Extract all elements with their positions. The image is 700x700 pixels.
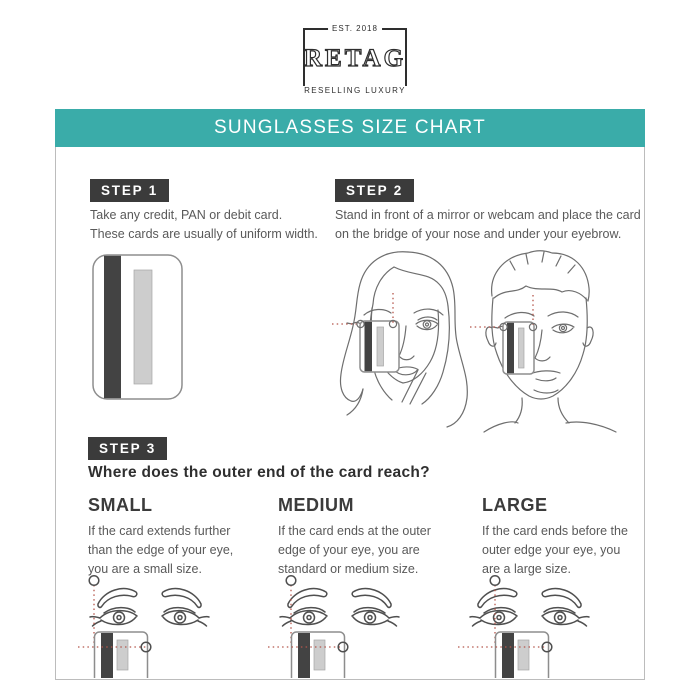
step2-badge: STEP 2 [335,179,414,202]
man-face-illustration [468,246,633,436]
chart-title: SUNGLASSES SIZE CHART [214,117,486,138]
card-magnetic-stripe [104,256,121,398]
size-small-text: If the card extends further than the edge of your eye, you are a small size. [88,524,234,576]
size-medium-illustration [265,572,450,678]
woman-face-illustration [330,246,485,436]
size-small-illustration [75,572,260,678]
logo-established-label: EST. 2018 [328,24,382,33]
logo-brand-name: RETAG [303,44,407,72]
size-medium-text: If the card ends at the outer edge of your eye, you are standard or medium size. [278,524,431,576]
card-signature-stripe [134,270,152,384]
step1-badge: STEP 1 [90,179,169,202]
credit-card-illustration [90,252,185,402]
size-medium-heading: MEDIUM [278,495,354,515]
brand-logo [303,24,407,95]
size-small-column [88,495,233,579]
marker-dot [286,576,296,586]
step2-text: Stand in front of a mirror or webcam and place the card on the bridge of your nose and under your eyebrow. [335,208,641,241]
size-small-heading: SMALL [88,495,153,515]
step3-badge: STEP 3 [88,437,167,460]
size-large-column [482,495,628,579]
size-medium-column [278,495,431,579]
chart-title-banner [55,109,645,147]
step1-text: Take any credit, PAN or debit card. These cards are usually of uniform width. [90,208,318,241]
step3-question: Where does the outer end of the card reach? [88,464,430,481]
size-large-text: If the card ends before the outer edge your eye, you are a large size. [482,524,628,576]
size-large-heading: LARGE [482,495,548,515]
size-large-illustration [455,572,640,678]
marker-dot [490,576,500,586]
marker-dot [89,576,99,586]
logo-tagline: RESELLING LUXURY [301,86,409,95]
